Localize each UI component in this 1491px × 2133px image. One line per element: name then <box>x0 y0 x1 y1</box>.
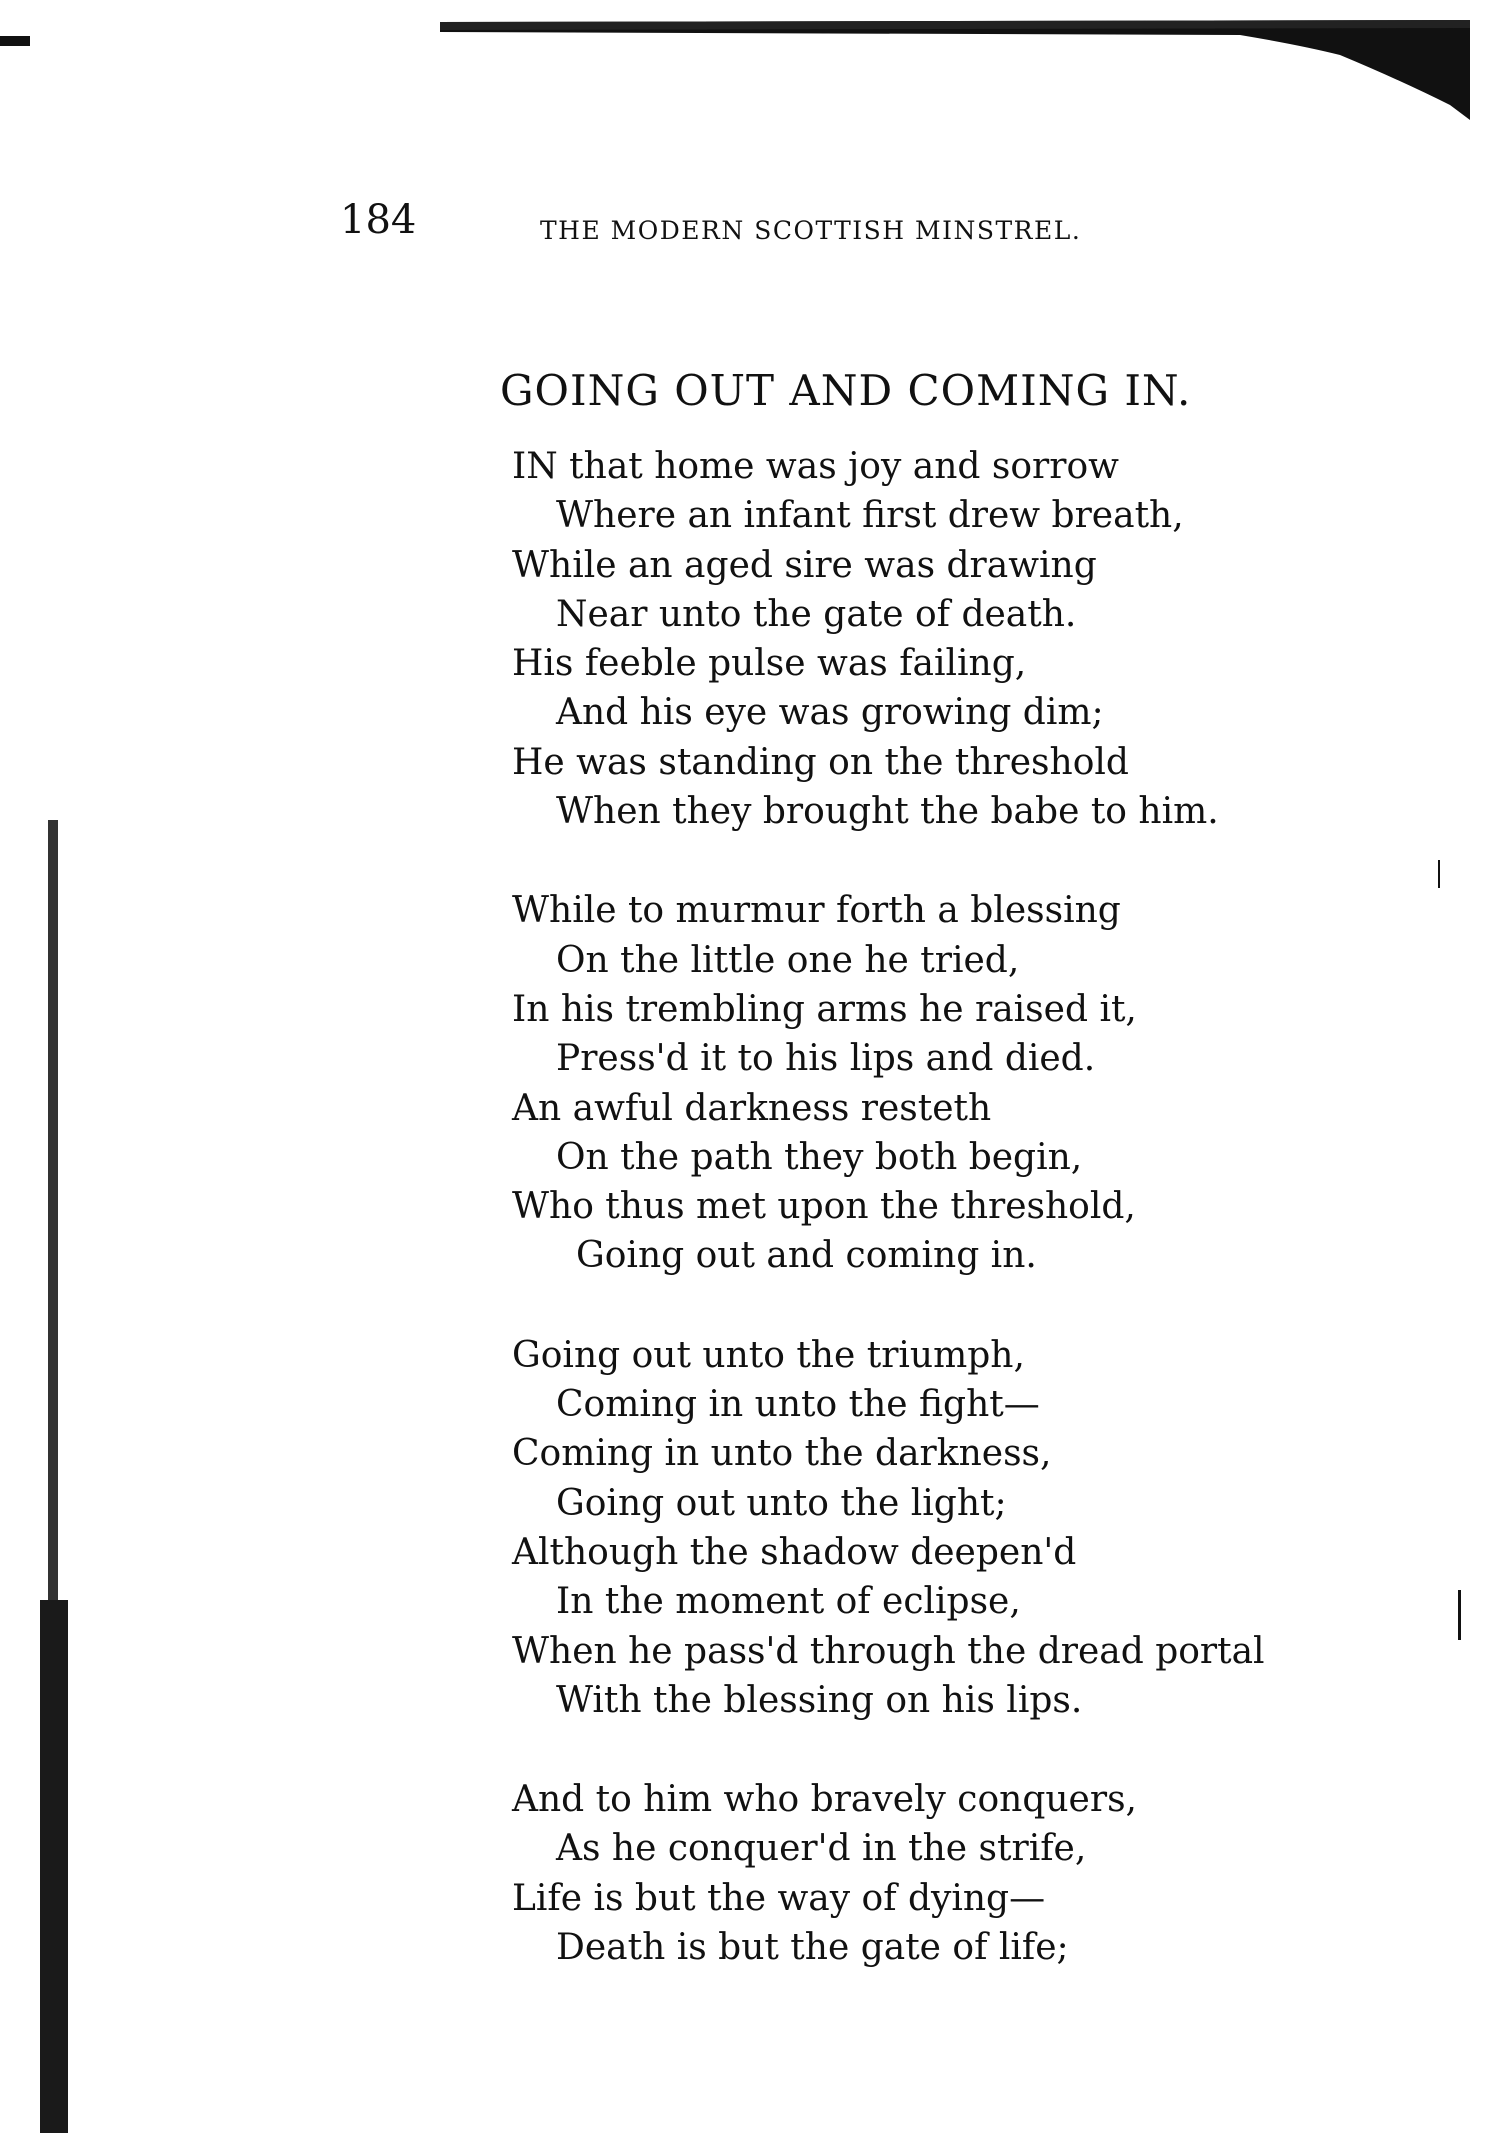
poem-line: In the moment of eclipse, <box>556 1581 1021 1623</box>
poem-line: In his trembling arms he raised it, <box>512 988 1137 1030</box>
poem-line: Who thus met upon the threshold, <box>512 1186 1136 1228</box>
stanza <box>512 1331 1312 1725</box>
stanza <box>512 886 1312 1280</box>
poem-line: Going out unto the triumph, <box>512 1334 1025 1376</box>
poem-line: When they brought the babe to him. <box>556 791 1219 833</box>
poem-line: On the path they both begin, <box>556 1136 1083 1178</box>
poem-title: GOING OUT AND COMING IN. <box>500 366 1192 415</box>
poem-line: Going out unto the light; <box>556 1482 1007 1524</box>
poem-line: He was standing on the threshold <box>512 741 1129 783</box>
poem-line: While to murmur forth a blessing <box>512 890 1121 932</box>
poem-line: Coming in unto the fight— <box>556 1384 1040 1426</box>
poem-line: Coming in unto the darkness, <box>512 1433 1052 1475</box>
scan-edge-mark-top-left <box>0 36 30 46</box>
stanza <box>512 442 1312 836</box>
scan-speck-right-2 <box>1438 860 1440 888</box>
poem-line: As he conquer'd in the strife, <box>556 1828 1087 1870</box>
poem-line: Going out and coming in. <box>576 1235 1037 1277</box>
poem-body <box>512 442 1312 2022</box>
poem-line: Life is but the way of dying— <box>512 1877 1046 1919</box>
poem-line: And his eye was growing dim; <box>556 692 1104 734</box>
poem-line: Death is but the gate of life; <box>556 1927 1069 1969</box>
scan-binding-edge-upper <box>48 820 58 1600</box>
poem-line: When he pass'd through the dread portal <box>512 1630 1265 1672</box>
poem-line: His feeble pulse was failing, <box>512 643 1027 685</box>
stanza <box>512 1775 1312 1972</box>
poem-line: Where an infant first drew breath, <box>556 495 1184 537</box>
poem-line: While an aged sire was drawing <box>512 544 1097 586</box>
poem-line: Near unto the gate of death. <box>556 593 1077 635</box>
poem-line: On the little one he tried, <box>556 939 1020 981</box>
poem-line: Press'd it to his lips and died. <box>556 1038 1096 1080</box>
page-number: 184 <box>340 197 417 243</box>
poem-line: An awful darkness resteth <box>512 1087 992 1129</box>
scan-binding-edge <box>40 1600 68 2133</box>
scan-speck-right <box>1458 1590 1461 1640</box>
poem-line: And to him who bravely conquers, <box>512 1779 1137 1821</box>
scan-page-curl-top-right <box>440 10 1480 130</box>
poem-line: IN that home was joy and sorrow <box>512 446 1119 487</box>
poem-line: With the blessing on his lips. <box>556 1679 1083 1721</box>
poem-line: Although the shadow deepen'd <box>512 1531 1077 1573</box>
running-head: THE MODERN SCOTTISH MINSTREL. <box>540 216 1082 245</box>
